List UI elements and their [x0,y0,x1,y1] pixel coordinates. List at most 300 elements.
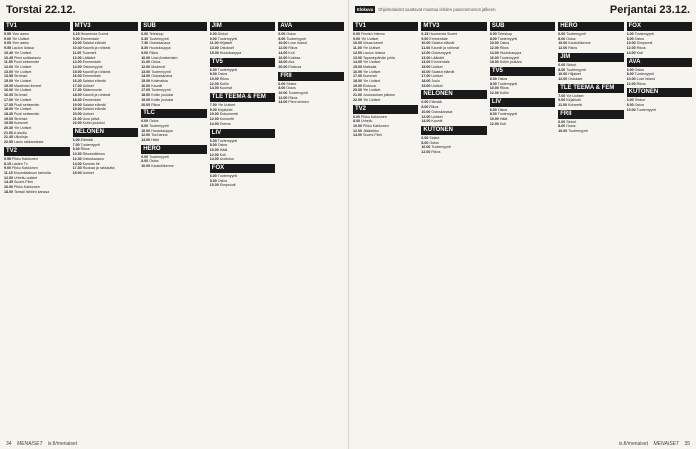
programme-time: 6.00 [72,138,80,143]
programme-time: 9.00 [209,36,217,41]
programme-title: Suomi-Filmi [14,180,33,185]
programme-title: Huutokauppa [151,128,173,133]
programme-title: Simpsonit [219,183,236,188]
programme-title: Puoli seitsemän [13,60,40,65]
programme-title: Hiljaiset [219,41,233,46]
programme-title: Elämää [80,138,93,143]
programme-title: Urheilu-uutiset [14,175,38,180]
programme-entry [627,108,692,113]
programme-title: Rikos [429,105,439,110]
programme-time: 8.00 [353,119,360,124]
programme-time: 17.05 [4,102,13,107]
programme-time: 8.00 [278,86,286,91]
programme-entry [558,129,623,134]
channel-block [627,88,692,112]
programme-time: 6.00 [489,76,497,81]
programme-time: 12.00 [626,46,636,51]
programme-time: 12.00 [489,46,499,51]
programme-time: 10.00 [558,72,568,77]
channel-name: SUB [141,22,207,31]
programme-time: 19.00 [4,116,13,121]
programme-time: 6.00 [489,107,497,112]
programme-title: Koti [219,152,226,157]
programme-title: Sinkut [566,62,577,67]
programme-time: 10.00 [489,86,499,91]
programme-title: Emmerdale [429,36,448,41]
programme-title: Kauniit [431,119,443,124]
programme-time: 6.00 [278,81,286,86]
programme-title: Salatut elämät [82,102,106,107]
channel-block [353,105,418,139]
page-number: 35 [684,441,690,447]
programme-time: 8.00 [489,81,497,86]
programme-title: Rikos [431,150,441,155]
programme-time: 6.00 [421,100,429,105]
programme-time: 10.00 [209,183,219,188]
programme-time: 21.45 [4,135,13,140]
programme-title: Tuotemyynti [151,88,171,93]
programme-title: Suomi-Filmi [363,133,382,138]
programme-title: Kirjaklubi [217,107,233,112]
channel-block [4,147,70,195]
programme-title: Pikku Kakkonen [14,185,40,190]
programme-title: Kokkaa [288,55,301,60]
programme-time: 8.00 [489,112,497,117]
programme-title: Tuotemyynti [149,123,169,128]
programme-title: Uusi Amsterdam [151,55,178,60]
programme-title: Elämää [429,100,442,105]
programme-title: Yle Uutiset [362,88,381,93]
programme-title: Ostoskanava [431,109,453,114]
listing-column [73,22,139,437]
programme-time: 13.00 [4,69,13,74]
programme-time: 8.00 [141,159,149,164]
programme-time: 8.00 [141,123,149,128]
programme-title: Kotiin jouluksi [151,93,174,98]
programme-entry [278,100,344,105]
channel-name: TV5 [210,58,276,67]
programme-entry [558,103,623,108]
programme-title: Emmerdale [82,97,101,102]
channel-name: LIV [210,129,276,138]
programme-title: Ostos [149,159,159,164]
programme-time: 12.00 [558,76,568,81]
channel-block [490,98,555,127]
programme-title: Tuomarit [82,50,97,55]
programme-entry [4,190,70,195]
channel-name: TV1 [353,22,418,31]
channel-block [141,109,207,143]
programme-title: Konsertti [568,103,583,108]
programme-time: 6.00 [558,119,566,124]
programme-time: 22.55 [4,140,13,145]
channel-name: FOX [627,22,692,31]
programme-title: Huutokauppa [149,46,171,51]
channel-block [210,22,276,56]
listing-column [490,22,555,437]
programme-time: 12.00 [353,50,362,55]
listing-column [4,22,70,437]
programme-title: Simpsonit [636,41,653,46]
programme-title: Rikos [149,50,159,55]
programme-title: Tuotemyynti [288,91,308,96]
programme-time: 19.30 [72,107,82,112]
programme-time: 18.30 [4,111,13,116]
programme-time: 14.00 [72,64,82,69]
programme-time: 8.00 [421,140,429,145]
programme-time: 21.00 [4,130,13,135]
channel-block [353,22,418,103]
programme-entry [421,84,486,89]
programme-title: A-studio [13,130,27,135]
programme-time: 10.00 [141,55,151,60]
channel-name: TV1 [4,22,70,31]
programme-time: 6.15 [421,32,429,36]
programme-time: 17.30 [72,88,82,93]
programme-title: Ostosmyynti [82,64,103,69]
programme-time: 6.00 [558,62,566,67]
programme-time: 8.30 [141,46,149,51]
programme-title: Lasten Tv [12,161,28,166]
programme-title: Tuotemyynti [636,107,657,112]
programme-time: 22.00 [353,97,362,102]
programme-title: Kunnan tie [82,161,100,166]
programme-time: 14.00 [209,121,219,126]
programme-time: 10.00 [141,164,151,169]
programme-title: Pieni sininen [288,100,309,105]
programme-title: Dokumentti [219,112,238,117]
programme-time: 21.00 [72,116,82,121]
channel-columns [353,22,692,437]
programme-time: 10.40 [72,46,82,51]
channel-name: TV2 [353,105,418,114]
programme-title: Ostos [217,72,228,77]
programme-title: Emmerdale [431,60,450,65]
programme-title: Ostoskanava [151,74,173,79]
programme-title: Tuotemyynti [497,112,518,117]
programme-title: Yle Uutiset [13,88,32,93]
programme-title: Ostos [566,36,576,41]
programme-title: Tuotemyynti [566,67,586,72]
programme-time: 15.00 [141,79,151,84]
programme-time: 18.00 [4,189,13,194]
programme-time: 10.00 [141,128,151,133]
programme-title: Kauniit ja rohkeat [82,46,111,51]
programme-time: 18.30 [72,97,82,102]
programme-time: 16.00 [489,55,499,60]
programme-time: 10.00 [72,41,82,46]
programme-title: Yle Uutiset [13,107,32,112]
programme-time: 16.00 [4,185,13,190]
programme-time: 13.00 [353,55,362,60]
programme-title: Rikos [219,76,229,81]
programme-time: 11.55 [4,60,13,65]
programme-time: 12.00 [421,150,431,155]
channel-name: MTV3 [421,22,486,31]
programme-title: Uutiset [82,170,94,175]
channel-block [4,22,70,145]
page-footer [6,441,77,447]
programme-title: Yle Uutiset [13,97,32,102]
programme-title: Rikos [288,46,298,51]
programme-time: 16.00 [141,83,151,88]
programme-time: 14.00 [353,133,362,138]
programme-time: 8.00 [626,72,634,77]
programme-title: Kotimaisia [151,79,168,84]
programme-title: Ostos [149,119,159,124]
programme-title: Lääkärit [431,55,445,60]
programme-time: 12.00 [209,152,219,157]
programme-title: Yle Uutiset [362,60,381,65]
programme-title: Sinkut [634,98,645,103]
programme-title: Modernit [151,64,166,69]
programme-time: 18.00 [278,60,288,65]
programme-time: 10.00 [278,91,288,96]
programme-time: 15.00 [209,50,219,55]
channel-name: FOX [210,164,276,173]
programme-time: 6.00 [141,119,149,124]
programme-time: 6.00 [141,32,149,36]
programme-time: 10.00 [421,109,431,114]
programme-time: 19.00 [72,170,82,175]
programme-time: 9.05 [4,41,11,46]
programme-time: 9.00 [141,50,149,55]
programme-entry [73,171,139,176]
programme-title: Ostos [497,76,508,81]
programme-time: 12.00 [626,81,636,86]
programme-title: Konsertti [219,117,234,122]
programme-title: Kirjaklubi [566,98,581,103]
channel-name: TLC [141,109,207,118]
programme-time: 6.00 [421,135,429,140]
programme-title: Rikos [80,147,90,152]
programme-title: Sääennuste [82,88,102,93]
programme-title: Salatut elämät [431,69,455,74]
channel-name: NELONEN [421,90,486,99]
programme-time: 20.00 [353,88,362,93]
programme-time: 12.00 [353,128,362,133]
programme-entry [627,82,692,87]
programme-time: 12.00 [278,95,288,100]
programme-time: 10.00 [626,107,636,112]
programme-time: 18.00 [421,79,431,84]
programme-title: Tuotemyynti [217,174,238,179]
programme-time: 6.00 [353,32,360,36]
programme-time: 14.45 [4,180,13,185]
programme-title: Tuotemyynti [151,69,171,74]
programme-entry [353,133,418,138]
programme-time: 19.00 [141,97,151,102]
programme-time: 6.00 [489,32,497,36]
listing-column [141,22,207,437]
programme-title: Yle Uutiset [13,79,32,84]
programme-time: 6.00 [209,67,217,72]
channel-name: JIM [210,22,276,31]
programme-time: 14.00 [209,157,219,162]
programme-entry [490,91,555,96]
programme-time: 16.05 [4,93,13,98]
programme-time: 17.00 [72,83,82,88]
programme-title: Ruokaa ja rakkautta [82,166,115,171]
programme-entry [210,183,276,188]
programme-time: 16.30 [72,79,82,84]
programme-time: 9.00 [4,166,11,171]
programme-title: Emmerdale [80,36,99,41]
programme-title: Ostos [217,178,228,183]
programme-title: Tuotemyynti [149,36,169,41]
programme-title: Kauniit ja rohkeat [82,93,111,98]
channel-block [210,58,276,92]
programme-time: 11.00 [141,60,150,65]
banner [355,6,497,13]
programme-title: Tuotemyynti [217,36,238,41]
programme-entry [141,103,207,108]
programme-title: Tuotemyynti [499,55,520,60]
programme-time: 16.00 [72,74,82,79]
channel-block [210,129,276,163]
programme-entry [210,122,276,127]
programme-time: 6.00 [626,98,634,103]
programme-time: 8.00 [421,105,429,110]
programme-time: 20.00 [278,64,288,69]
programme-time: 10.00 [489,41,499,46]
programme-time: 15.00 [421,64,431,69]
programme-title: Ostos [429,140,439,145]
programme-title: Hiljaiset [568,72,581,77]
programme-time: 12.00 [141,64,151,69]
programme-time: 11.15 [4,170,13,175]
programme-entry [210,86,276,91]
channel-columns [4,22,344,437]
channel-name: TLE TEEMA & FEM [210,93,276,102]
programme-title: Puoli seitsemän [14,111,40,116]
programme-time: 6.15 [72,32,80,36]
programme-time: 8.30 [72,147,80,152]
programme-time: 7.00 [72,142,80,147]
programme-title: Rikos [568,46,578,51]
programme-title: Yle Uutiset [566,93,584,98]
programme-time: 10.45 [4,55,13,60]
programme-time: 10.00 [489,117,499,122]
site-url: is.fi/menaiset [47,441,78,447]
programme-time: 13.55 [4,74,13,79]
programme-title: Kotiin jouluksi [151,97,174,102]
programme-entry [490,60,555,65]
programme-title: Huomenta Suomi [429,32,458,36]
programme-title: Emmerdale [82,60,101,65]
programme-title: Sinkut [217,32,228,36]
programme-entry [558,46,623,51]
programme-title: Häät [499,117,508,122]
programme-title: Ostoskanava [149,41,171,46]
channel-name: SUB [490,22,555,31]
programme-time: 17.00 [141,88,151,93]
programme-time: 14.00 [209,86,219,91]
programme-title: Kotiin jouluksi [499,60,522,65]
programme-title: Rikos [499,86,509,91]
listing-column [278,22,344,437]
programme-title: Laulun Iloissa [363,50,385,55]
programme-time: 8.00 [558,36,566,41]
programme-time: 12.00 [72,55,82,60]
programme-entry [210,157,276,162]
programme-time: 11.00 [353,46,362,51]
programme-time: 20.00 [141,102,151,107]
programme-title: Tosi tarina [151,133,168,138]
programme-time: 15.00 [4,79,13,84]
programme-title: Rikos [151,102,161,107]
programme-title: Joulurauhan julistus [363,93,395,98]
programme-time: 6.00 [353,114,360,119]
programme-entry [4,140,70,145]
programme-time: 10.00 [353,41,362,46]
programme-time: 12.00 [421,114,431,119]
programme-entry [73,121,139,126]
channel-block [558,53,623,82]
programme-title: Ylen aamu [11,41,30,46]
channel-block [210,93,276,127]
programme-time: 8.00 [209,178,217,183]
programme-time: 16.00 [278,55,288,60]
programme-time: 9.55 [4,46,11,51]
programme-title: Pikku Kakkonen [363,123,389,128]
programme-time: 17.30 [72,166,82,171]
programme-title: Kummeli [14,121,28,126]
programme-title: Tuotemyynti [634,32,655,36]
programme-title: Ostos [634,36,645,41]
programme-time: 12.00 [558,46,568,51]
programme-title: Jääkiekko [363,128,379,133]
channel-block [627,22,692,56]
programme-title: Uutiset [82,83,94,88]
programme-time: 12.00 [209,81,219,86]
programme-title: Teleshop [497,32,513,36]
programme-title: Tuotemyynti [568,129,588,134]
programme-time: 13.00 [141,69,151,74]
programme-title: Salatut elämät [82,107,106,112]
programme-title: Yle Uutiset [362,79,381,84]
programme-time: 12.00 [489,91,499,96]
programme-time: 14.00 [626,50,636,55]
channel-block [141,145,207,169]
programme-title: Matkalla [363,64,377,69]
channel-name: JIM [558,53,623,62]
programme-title: Yle Uutiset [13,50,32,55]
channel-block [141,22,207,107]
channel-name: FRII [278,72,344,81]
programme-title: Ostos [499,41,510,46]
banner-tag: Elokuva [357,7,374,12]
programme-title: Ostos [286,32,296,36]
programme-entry [210,51,276,56]
channel-name: HERO [558,22,623,31]
page-number: 34 [6,441,12,447]
programme-time: 9.00 [72,36,80,41]
programme-title: Kaukoliikenne [568,41,591,46]
programme-title: Muumilaakson tarinoita [13,170,51,175]
programme-title: Huutokauppa [219,50,242,55]
programme-title: Huomenta Suomi [80,32,109,36]
programme-title: Uutiset [431,83,443,88]
programme-title: Koti [288,50,295,55]
programme-title: Ostos [634,67,645,72]
programme-time: 10.00 [209,112,219,117]
programme-time: 15.00 [72,69,82,74]
programme-time: 6.00 [209,138,217,143]
programme-title: Häät [219,147,228,152]
programme-time: 8.00 [626,36,634,41]
programme-entry [421,119,486,124]
